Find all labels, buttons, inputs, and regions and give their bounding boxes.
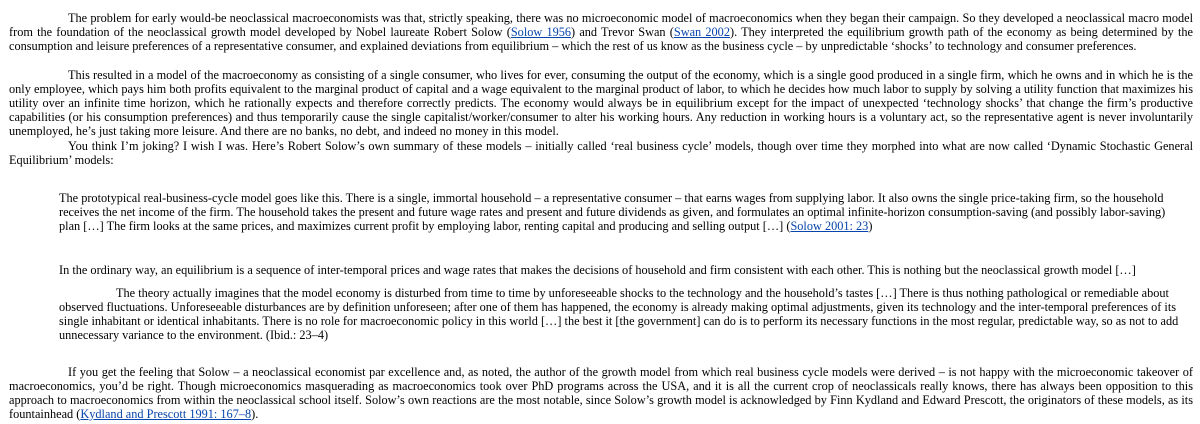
block-quote-2: In the ordinary way, an equilibrium is a sequence of inter-temporal prices and wage rates that makes the decisions of household and firm consistent with each other. This is nothing but the neoclassical growth model […] (59, 263, 1136, 277)
citation-link-solow-2001[interactable]: Solow 2001: 23 (790, 218, 869, 233)
citation-link-kydland-prescott-1991[interactable]: Kydland and Prescott 1991: 167–8 (80, 406, 252, 421)
block-quote-1-end: ) (868, 218, 873, 233)
paragraph-1-text-c: ). They interpreted the equilibrium growth path of the economy as being determined by the consumption and leisure preferences of a representative consumer, and explained deviations from equilibrium – which the rest of us know as the business cycle – by unpredictable ‘shocks’ to technology and consumer preferences. (9, 24, 1193, 53)
paragraph-4-text-a: If you get the feeling that Solow – a neoclassical economist par excellence and, as noted, the author of the growth model from which real business cycle models were derived – is not happy with the microeconomic takeover of macroeconomics, you’d be right. Though microeconomics masquerading as macroeconomics took over PhD programs across the USA, and it is all the current crop of neoclassicals really knows, there has always been opposition to this approach to macroeconomics from within the neoclassical school itself. Solow’s own reactions are the most notable, since Solow’s growth model is acknowledged by Finn Kydland and Edward Prescott, the originators of these models, as its fountainhead ( (9, 365, 1193, 421)
block-quote-1 (59, 192, 1185, 234)
block-quote-3: The theory actually imagines that the model economy is disturbed from time to time by unforeseeable shocks to the technology and the household’s tastes […] There is thus nothing pathological or remediable about observed fluctuations. Unforeseeable disturbances are by definition unforeseen; after one of them has happened, the economy is already making optimal adjustments, given its technology and the inter-temporal preferences of its single inhabitant or identical inhabitants. There is no role for macroeconomic policy in this world […] the best it [the government] can do is to perform its necessary functions in the most regular, predictable way, so as not to add unnecessary variance to the environment. (Ibid.: 23–4) (59, 286, 1179, 342)
paragraph-1-text-a: The problem for early would-be neoclassical macroeconomists was that, strictly speaking, there was no microeconomic model of macroeconomics when they began their campaign. So they developed a neoclassical macro model from the foundation of the neoclassical growth model developed by Nobel laureate Robert Solow ( (9, 11, 1193, 39)
paragraph-1-text-b: ) and Trevor Swan ( (571, 24, 674, 39)
citation-link-swan-2002[interactable]: Swan 2002 (673, 24, 730, 39)
block-quote-1-text: The prototypical real-business-cycle model goes like this. There is a single, immortal household – a representative consumer – that earns wages from supplying labor. It also owns the single price-taking firm, so the household receives the net income of the firm. The household takes the present and future wage rates and present and future dividends as given, and formulates an optimal infinite-horizon consumption-saving (and possibly labor-saving) plan […] The firm looks at the same prices, and maximizes current profit by employing labor, renting capital and producing and selling output […] ( (59, 191, 1166, 233)
paragraph-4-text-b: ). (251, 406, 259, 421)
citation-link-solow-1956[interactable]: Solow 1956 (510, 24, 572, 39)
paragraph-4 (9, 366, 1193, 422)
paragraph-1 (9, 12, 1193, 54)
paragraph-2: This resulted in a model of the macroeconomy as consisting of a single consumer, who lives for ever, consuming the output of the economy, which is a single good produced in a single firm, which he owns and in which he is the only employee, which pays him both profits equivalent to the marginal product of capital and a wage equivalent to the marginal product of labor, to which he decides how much labor to supply by solving a utility function that maximizes his utility over an infinite time horizon, which he rationally expects and therefore correctly predicts. The economy would always be in equilibrium except for the impact of unexpected ‘technology shocks’ that change the firm’s productive capabilities (or his consumption preferences) and thus temporarily cause the single capitalist/worker/consumer to alter his working hours. Any reduction in working hours is a voluntary act, so the representative agent is never involuntarily unemployed, he’s just taking more leisure. And there are no banks, no debt, and indeed no money in this model. (9, 68, 1193, 138)
paragraph-3: You think I’m joking? I wish I was. Here’s Robert Solow’s own summary of these models – initially called ‘real business cycle’ models, though over time they morphed into what are now called ‘Dynamic Stochastic General Equilibrium’ models: (9, 139, 1193, 167)
